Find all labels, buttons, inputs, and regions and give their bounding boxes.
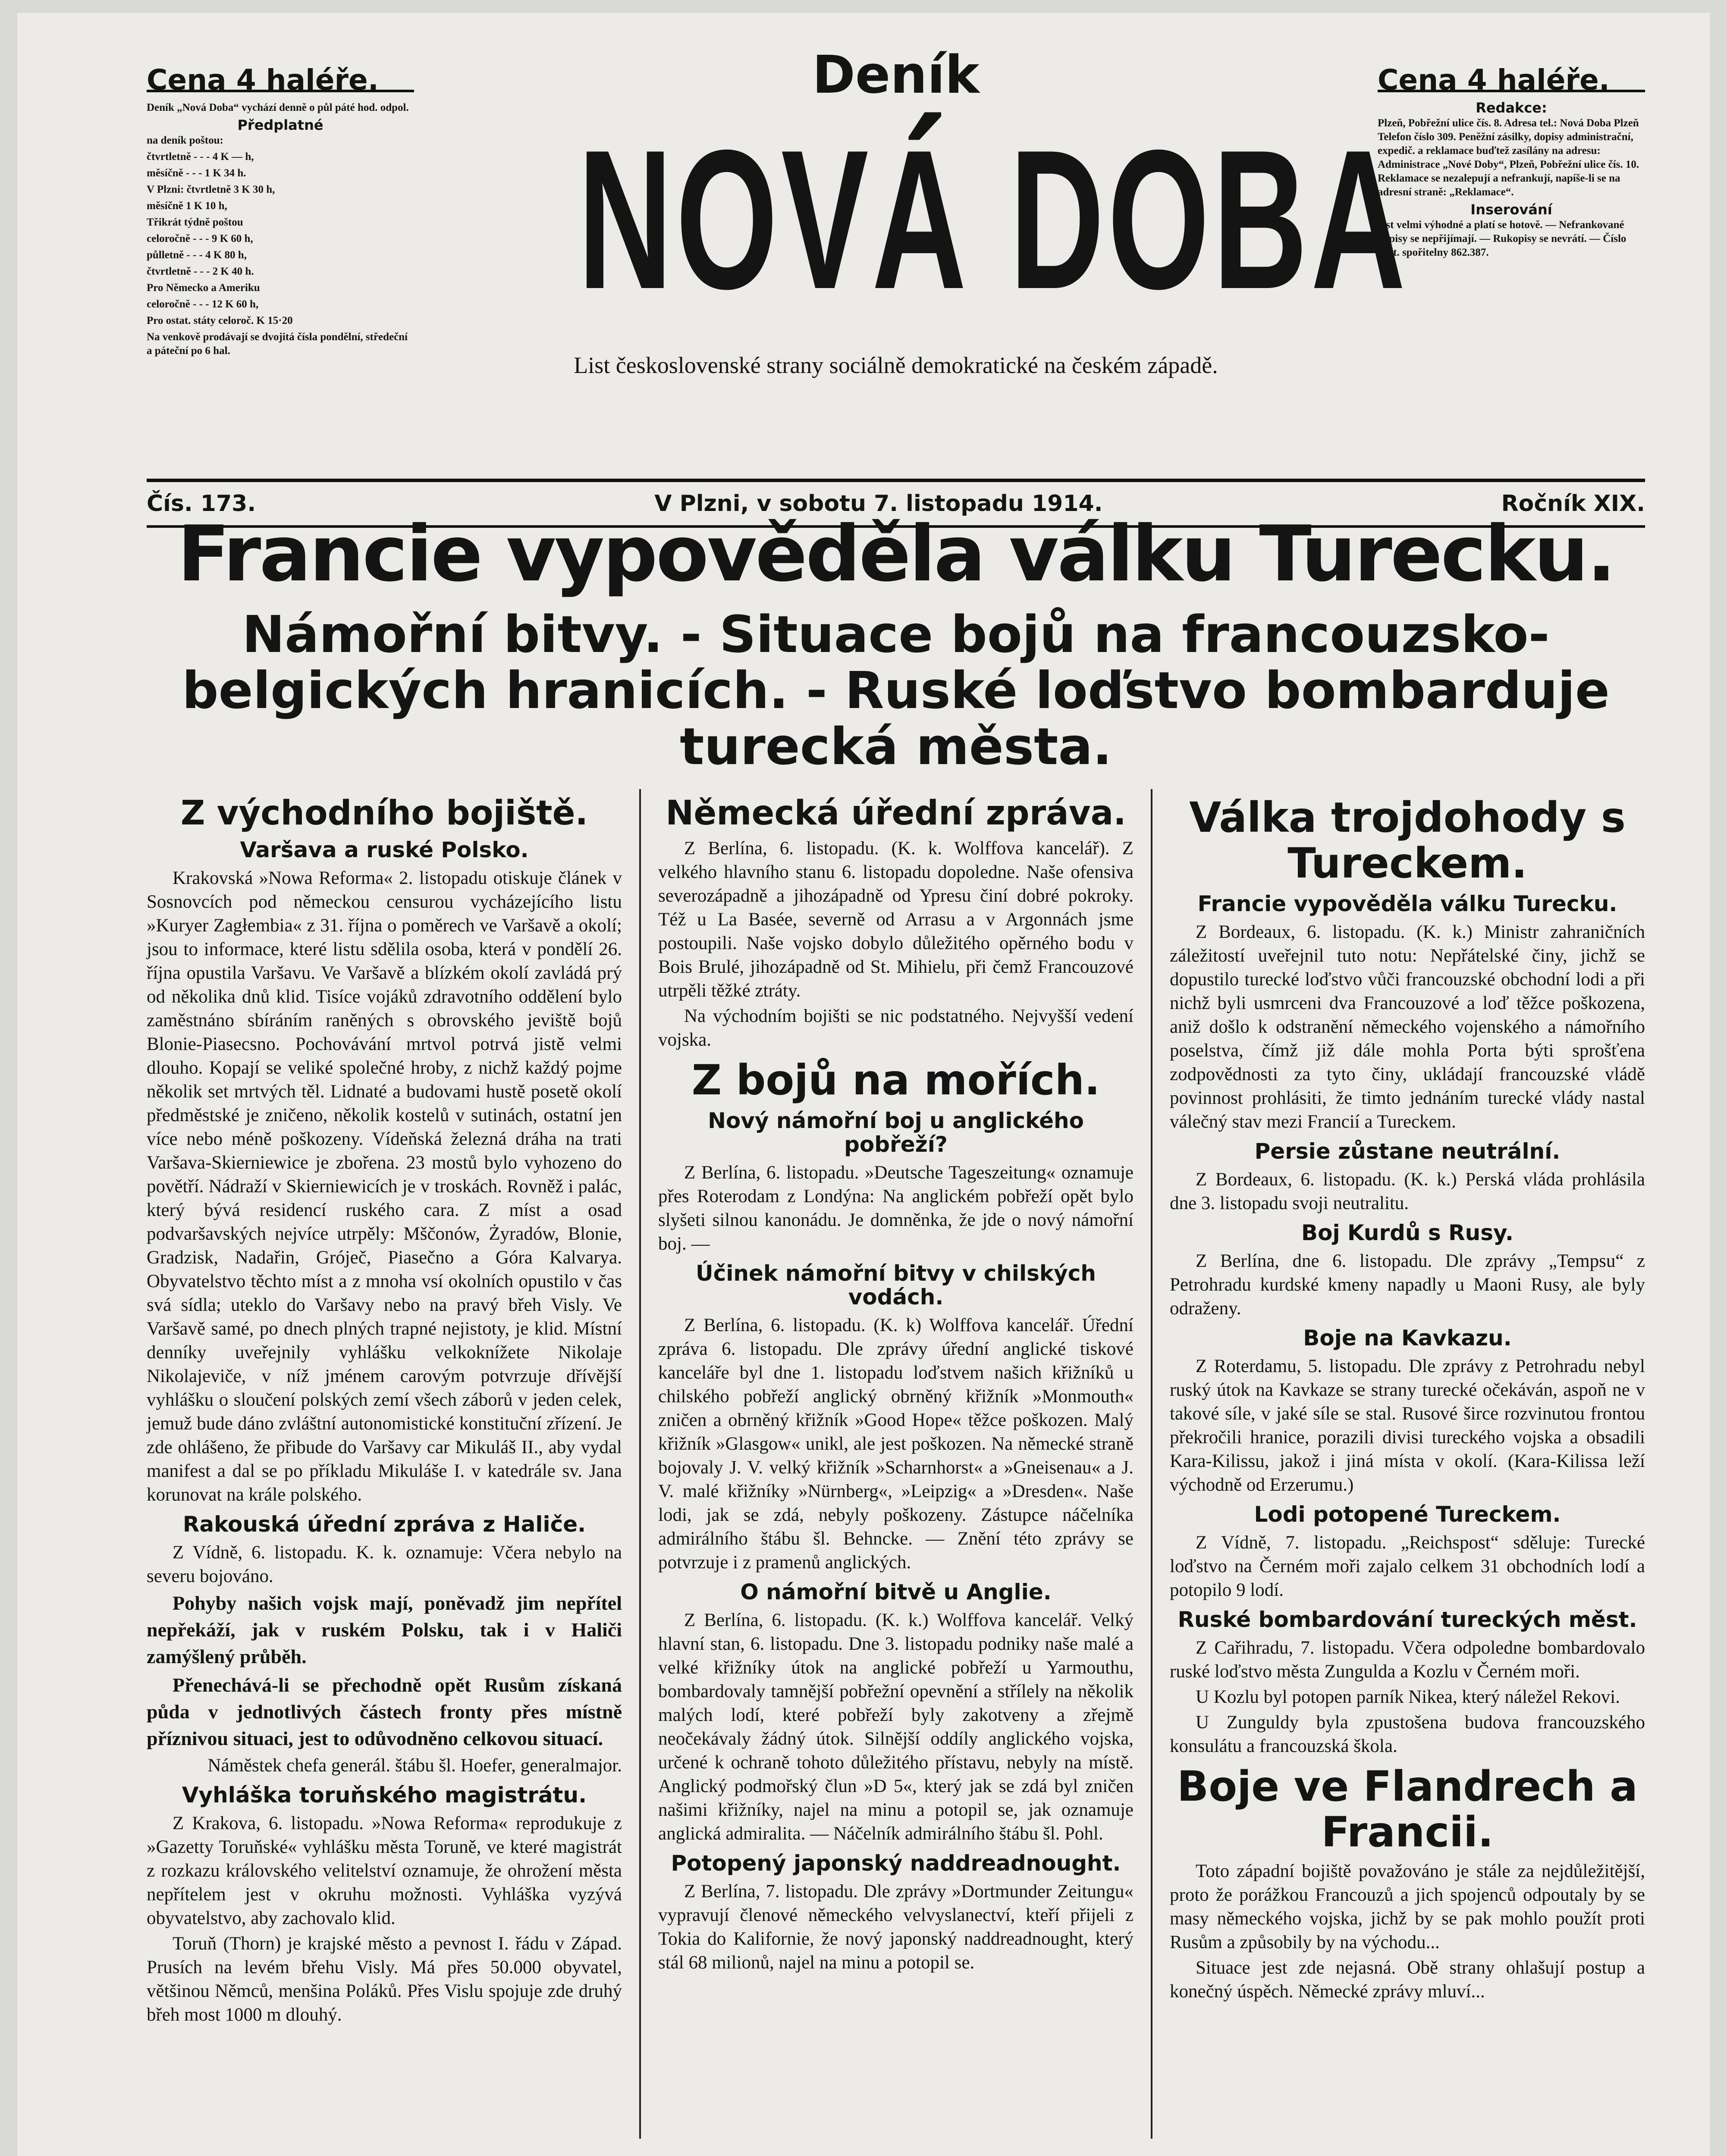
article-paragraph: Toruň (Thorn) je krajské město a pevnost I. řádu v Západ. Prusích na levém břehu Visly. Má přes 50.000 obyvatel, většinou Němců, menšina Poláků. Přes Vislu spojuje zde druhý břeh most 1000 m dlouhý.: [147, 1933, 622, 2025]
subs-line: celoročně - - - 9 K 60 h,: [147, 233, 253, 244]
subs-line: měsíčně 1 K 10 h,: [147, 200, 227, 212]
issue-volume: Ročník XIX.: [1501, 491, 1645, 517]
section-heading: Boje ve Flandrech a Francii.: [1177, 1762, 1638, 1856]
article-paragraph: Z Bordeaux, 6. listopadu. (K. k.) Ministr zahraničních záležitostí uveřejnil tuto notu: Nepřátelské činy, jichž se dopustilo turecké loďstvo vůči francouzské obchodní lodi a při nichž byli usmrceni dva Francouzové a loď těžce poškozena, aniž došlo k odstranění německého vojenského a námořního poselstva, čímž již dále mohla Porta býti sprošťena zodpovědnosti za tyto činy, ukládají francouzské vládě povinnost prohlásiti, že timto jednáním turecké vlády nastal válečný stav mezi Francií a Tureckem.: [1170, 922, 1645, 1132]
subs-line: celoročně - - - 12 K 60 h,: [147, 298, 259, 310]
inzerovani-heading: Inserování: [1470, 201, 1552, 218]
article-paragraph: Z Berlína, 6. listopadu. (K. k. Wolffova kancelář). Z velkého hlavního stanu 6. listopadu dopoledne. Naše ofensiva severozápadně a jihozápadně od Ypresu činí dobré pokroky. Též u La Basée, severně od Arrasu a v Argonnách jsme postoupili. Naše vojsko dobylo důležitého opěrného bodu v Bois Brulé, jihozápadně od St. Mihielu, při čemž Francouzové utrpěli těžké ztráty.: [658, 838, 1134, 1001]
subs-line: měsíčně - - - 1 K 34 h.: [147, 167, 246, 179]
article-columns: [129, 789, 1662, 2139]
subs-line: Na venkově prodávají se dvojitá čísla pondělní, středeční a páteční po 6 hal.: [147, 331, 408, 357]
price-left: Cena 4 haléře.: [147, 73, 414, 92]
article-heading: Francie vypověděla válku Turecku.: [1197, 891, 1617, 917]
subs-line: čtvrtletně - - - 4 K — h,: [147, 151, 254, 163]
redakce-text: Plzeň, Pobřežní ulice čís. 8. Adresa tel.: Nová Doba Plzeň Telefon číslo 309. Peněžní zásilky, dopisy administrační, expedič. a reklamace buďtež zasílány na adresu: Administrace „Nové Doby“, Plzeň, Pobřežní ulice čís. 10. Reklamace se nezalepují a nefrankují, napíše-li se na adresní straně: „Reklamace“.: [1378, 117, 1639, 198]
price-right: Cena 4 haléře.: [1378, 73, 1645, 92]
sub-headline: Námořní bitvy. - Situace bojů na francouzsko-belgických hranicích. - Ruské loďstvo bombarduje turecká města.: [182, 605, 1610, 776]
tagline: List československé strany sociálně demokratické na českém západě.: [574, 352, 1218, 378]
article-heading: Potopený japonský naddreadnought.: [671, 1851, 1121, 1876]
section-heading: Německá úřední zpráva.: [666, 794, 1126, 833]
article-paragraph: Z Roterdamu, 5. listopadu. Dle zprávy z Petrohradu nebyl ruský útok na Kavkaze se strany turecké očekáván, aspoň ne v takové síle, v jaké síle se stal. Rusové širce rozvinutou frontou překročili hranice, porazili divisi tureckého vojska a obsadili Kara-Kilissu, jakož i jiná místa v okolí. (Kara-Kilissa leží východně od Erzerumu.): [1170, 1356, 1645, 1495]
article-heading: Persie zůstane neutrální.: [1254, 1139, 1561, 1164]
subscription-box: [147, 63, 414, 360]
article-paragraph: Z Bordeaux, 6. listopadu. (K. k.) Perská vláda prohlásila dne 3. listopadu svoji neutralitu.: [1170, 1169, 1645, 1214]
article-heading: Vyhláška toruňského magistrátu.: [182, 1782, 587, 1808]
article-paragraph: Z Vídně, 7. listopadu. „Reichspost“ sděluje: Turecké loďstvo na Černém moři zajalo celkem 31 obchodních lodí a potopilo 9 lodí.: [1170, 1532, 1645, 1601]
article-paragraph: Z Krakova, 6. listopadu. »Nowa Reforma« reprodukuje z »Gazetty Toruňské« vyhlášku města Toruně, ve které magistrát z rozkazu královského velitelství oznamuje, že ohrožení města nepřítelem jest v okruhu možnosti. Vyhláška vyzývá obyvatelstvo, aby zachovalo klid.: [147, 1813, 622, 1928]
article-paragraph: Z Berlína, 6. listopadu. (K. k.) Wolffova kancelář. Velký hlavní stan, 6. listopadu. Dne 3. listopadu podniky naše malé a velké křižníky útok na anglické pobřeží u Yarmouthu, bombardovaly tamnější pobřežní opevnění a střílely na několik malých lodí, které pobřeží byly zakotveny a zřejmě neočekávaly žádný útok. Silnější oddíly anglického vojska, určené k ochraně tohoto důležitého přístavu, nebyly na místě. Anglický podmořský člun »D 5«, který jak se zdá byl zničen našimi křižníky, najel na minu a potopil se, jak oznamuje anglická admiralita. — Náčelník admirálního štábu šl. Pohl.: [658, 1610, 1134, 1844]
masthead: [147, 45, 1645, 517]
article-heading: Účinek námořní bitvy v chilských vodách.: [696, 1261, 1096, 1310]
article-paragraph: Z Berlína, 7. listopadu. Dle zprávy »Dortmunder Zeitungu« vypravují členové německého velvyslanectví, kteří přijeli z Tokia do Kalifornie, že nový japonský naddreadnought, který stál 68 milionů, najel na minu a potopil se.: [658, 1881, 1134, 1973]
redakce-heading: Redakce:: [1476, 100, 1547, 116]
main-headline: Francie vypověděla válku Turecku.: [177, 509, 1614, 599]
subs-line: Pro Německo a Ameriku: [147, 282, 260, 294]
column-1: [129, 789, 639, 2139]
article-heading: Lodi potopené Tureckem.: [1254, 1502, 1561, 1527]
article-heading: Boj Kurdů s Rusy.: [1301, 1220, 1513, 1246]
article-paragraph: Z Cařihradu, 7. listopadu. Včera odpoledne bombardovalo ruské loďstvo města Zungulda a Kozlu v Černém moři.: [1170, 1638, 1645, 1682]
subs-line: na deník poštou:: [147, 135, 223, 146]
article-paragraph: Přenechává-li se přechodně opět Rusům získaná půda v jednotlivých částech fronty přes místně příznivou situaci, jest to odůvodněno celkovou situací.: [147, 1673, 622, 1749]
signature: Náměstek chefa generál. štábu šl. Hoefer, generalmajor.: [207, 1755, 622, 1776]
article-paragraph: U Zunguldy byla zpustošena budova francouzského konsulátu a francouzská škola.: [1170, 1712, 1645, 1757]
article-heading: Rakouská úřední zpráva z Haliče.: [182, 1511, 586, 1537]
article-heading: O námořní bitvě u Anglie.: [740, 1579, 1052, 1605]
article-paragraph: Situace jest zde nejasná. Obě strany ohlašují postup a konečný úspěch. Německé zprávy mluví...: [1170, 1958, 1645, 2002]
column-2: [639, 789, 1151, 2139]
editorial-box: [1378, 63, 1645, 262]
denik-label: Deník: [812, 45, 980, 105]
section-heading: Válka trojdohody s Tureckem.: [1189, 793, 1626, 887]
article-paragraph: Toto západní bojiště považováno je stále za nejdůležitější, proto že porážkou Francouzů a jich spojenců odpoutaly by se masy německého vojska, jichž by se pak mohlo použít proti Rusům a způsobily by na východu...: [1170, 1861, 1645, 1953]
article-paragraph: Z Berlína, 6. listopadu. »Deutsche Tageszeitung« oznamuje přes Roterodam z Londýna: Na anglickém pobřeží opět bylo slyšeti silnou kanonádu. Je domněnka, že jde o nový námořní boj. —: [658, 1163, 1134, 1254]
article-paragraph: Na východním bojišti se nic podstatného. Nejvyšší vedení vojska.: [658, 1006, 1134, 1050]
article-heading: Boje na Kavkazu.: [1303, 1326, 1512, 1351]
section-heading: Z východního bojiště.: [180, 794, 588, 833]
title-block: [414, 45, 1409, 379]
subs-line: V Plzni: čtvrtletně 3 K 30 h,: [147, 184, 275, 195]
subscription-heading: Předplatné: [237, 117, 323, 133]
issue-date: V Plzni, v sobotu 7. listopadu 1914.: [654, 491, 1103, 517]
article-paragraph: Z Berlína, 6. listopadu. (K. k) Wolffova kancelář. Úřední zpráva 6. listopadu. Dle zprávy úřední anglické tiskové kanceláře byl dne 1. listopadu loďstvem našich křižníků u chilského pobřeží anglický obrněný křižník »Monmouth« zničen a obrněný křižník »Good Hope« těžce poškozen. Malý křižník »Glasgow« unikl, ale jest poškozen. Na německé straně bojovaly J. V. velký křižník »Scharnhorst« a »Gneisenau« a J. V. malé křižníky »Nürnberg«, »Leipzig« a »Dresden«. Naše lodi, jak se zdá, nebyly poškozeny. Zástupce náčelníka admirálního štábu šl. Behncke. — Znění této zprávy se potvrzuje i z pramenů anglických.: [658, 1315, 1134, 1573]
column-3: [1151, 789, 1662, 2139]
article-heading: Nový námořní boj u anglického pobřeží?: [708, 1108, 1084, 1157]
article-paragraph: Pohyby našich vojsk mají, poněvadž jim nepřítel nepřekáží, jak v ruském Polsku, tak i v Haliči zamýšlený průběh.: [147, 1592, 622, 1667]
article-paragraph: Z Vídně, 6. listopadu. K. k. oznamuje: Včera nebylo na severu bojováno.: [147, 1542, 622, 1586]
article-paragraph: Krakovská »Nowa Reforma« 2. listopadu otiskuje článek v Sosnovcích pod německou censurou vycházejícího listu »Kuryer Zagłembia« z 31. října o poměrech ve Varšavě a okolí; jsou to informace, které listu sdělila osoba, která v pondělí 26. října opustila Varšavu. Ve Varšavě a blízkém okolí zavládá prý od několika dnů klid. Tisíce vojáků zdravotního oddělení bylo zaměstnáno sbíráním raněných s obrovského jeviště bojů Blonie-Piasecsno. Pochovávání mrtvol potrvá jistě velmi dlouho. Kopají se veliké společné hroby, z nichž každý pojme několik set mrtvých těl. Lidnaté a budovami hustě posetě okolí předměstské je zničeno, několik kostelů v sutinách, ostatní jen více nebo méně poškozeny. Vídeňská železná dráha na trati Varšava-Skierniewice je zbořena. 23 mostů bylo vyhozeno do povětří. Nádraží v Skierniewicích je v troskách. Rovněž i palác, který bývá residencí ruského cara. Z míst a osad podvaršavských nejvíce utrpěly: Mščonów, Żyradów, Blonie, Gradzisk, Nadařin, Gróječ, Piasečno a Góra Kalvarya. Obyvatelstvo těchto míst a z mnoha vsí okolních opustilo v čas svá sídla; uteklo do Varšavy nebo na pravý břeh Visly. Ve Varšavě samé, po dnech plných trapné nejistoty, je klid. Místní denníky uveřejnily vyhlášku velkoknížete Nikolaje Nikolajeviče, v níž jménem carovým potvrzuje dřívější vyhlášku o sloučení polských zemí všech záborů v jeden celek, jemuž bude dáno zvláštní autonomistické konstituční zřízení. Je zde ohlášeno, že přibude do Varšavy car Mikuláš II., aby vydal manifest a dal se po příkladu Mikuláše I. v katedrále sv. Jana korunovat na krále polského.: [147, 868, 622, 1505]
issue-number: Čís. 173.: [147, 491, 256, 517]
headlines: [129, 509, 1662, 774]
subs-line: čtvrtletně - - - 2 K 40 h.: [147, 266, 254, 277]
subs-line: Pro ostat. státy celoroč. K 15·20: [147, 315, 293, 326]
article-paragraph: Z Berlína, dne 6. listopadu. Dle zprávy „Tempsu“ z Petrohradu kurdské kmeny napadly u Maoni Rusy, ale byly odraženy.: [1170, 1251, 1645, 1319]
article-heading: Varšava a ruské Polsko.: [240, 837, 529, 862]
subs-line: Třikrát týdně poštou: [147, 216, 243, 228]
newspaper-title: NOVÁ DOBA: [578, 109, 1409, 330]
inzerovani-text: jest velmi výhodné a platí se hotově. — Nefrankované dopisy se nepřijímají. — Rukopisy se nevrátí. — Číslo pošt. spořitelny 862.387.: [1378, 219, 1627, 258]
left-intro: Deník „Nová Doba“ vychází denně o půl páté hod. odpol.: [147, 102, 409, 113]
section-heading: Z bojů na mořích.: [691, 1056, 1100, 1104]
article-paragraph: U Kozlu byl potopen parník Nikea, který náležel Rekovi.: [1196, 1687, 1620, 1708]
article-heading: Ruské bombardování tureckých měst.: [1178, 1607, 1637, 1633]
subs-line: půlletně - - - 4 K 80 h,: [147, 249, 247, 261]
